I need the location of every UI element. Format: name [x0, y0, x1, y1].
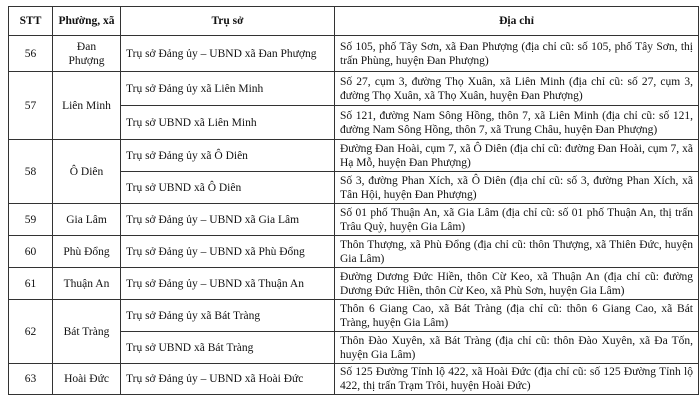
stt-cell: 61 — [9, 268, 53, 300]
office-cell: Trụ sở UBND xã Bát Tràng — [121, 332, 335, 364]
stt-cell: 56 — [9, 36, 53, 72]
table-row — [9, 300, 699, 332]
office-cell: Trụ sở Đảng ủy xã Liên Minh — [121, 72, 335, 106]
office-cell: Trụ sở UBND xã Liên Minh — [121, 106, 335, 140]
address-cell: Đường Đan Hoài, cụm 7, xã Ô Diên (địa chỉ cũ: đường Đan Hoài, cụm 7, xã Hạ Mỗ, huyện Đan Phượng) — [335, 140, 699, 172]
ward-cell: Phù Đổng — [53, 236, 121, 268]
office-cell: Trụ sở UBND xã Ô Diên — [121, 172, 335, 204]
address-cell: Số 3, đường Phan Xích, xã Ô Diên (địa chỉ cũ: số 3, đường Phan Xích, xã Tân Hội, huyện Đan Phượng) — [335, 172, 699, 204]
address-cell: Thôn Thượng, xã Phù Đổng (địa chỉ cũ: thôn Thượng, xã Thiên Đức, huyện Gia Lâm) — [335, 236, 699, 268]
office-cell: Trụ sở Đảng ủy – UBND xã Đan Phượng — [121, 36, 335, 72]
office-cell: Trụ sở Đảng ủy – UBND xã Hoài Đức — [121, 364, 335, 395]
office-cell: Trụ sở Đảng ủy – UBND xã Thuận An — [121, 268, 335, 300]
ward-cell: Liên Minh — [53, 72, 121, 140]
header-office: Trụ sở — [121, 7, 335, 36]
table-row — [9, 364, 699, 395]
stt-cell: 57 — [9, 72, 53, 140]
stt-cell: 62 — [9, 300, 53, 364]
ward-cell: Bát Tràng — [53, 300, 121, 364]
address-cell: Số 121, đường Nam Sông Hồng, thôn 7, xã Liên Minh (địa chỉ cũ: số 121, đường Nam Sông Hồng, thôn 7, xã Trung Châu, huyện Đan Phượng) — [335, 106, 699, 140]
address-cell: Số 105, phố Tây Sơn, xã Đan Phượng (địa chỉ cũ: số 105, phố Tây Sơn, thị trấn Phùng, huyện Đan Phượng) — [335, 36, 699, 72]
ward-cell: Hoài Đức — [53, 364, 121, 395]
table-row — [9, 36, 699, 72]
header-row — [9, 7, 699, 36]
ward-cell: Đan Phượng — [53, 36, 121, 72]
table-row — [9, 236, 699, 268]
office-cell: Trụ sở Đảng ủy xã Ô Diên — [121, 140, 335, 172]
table-row — [9, 204, 699, 236]
office-address-table — [8, 6, 699, 395]
office-cell: Trụ sở Đảng ủy xã Bát Tràng — [121, 300, 335, 332]
stt-cell: 59 — [9, 204, 53, 236]
office-cell: Trụ sở Đảng ủy – UBND xã Gia Lâm — [121, 204, 335, 236]
stt-cell: 60 — [9, 236, 53, 268]
address-cell: Số 125 Đường Tỉnh lộ 422, xã Hoài Đức (địa chỉ cũ: số 125 Đường Tỉnh lộ 422, thị trấn Trạm Trôi, huyện Hoài Đức) — [335, 364, 699, 395]
header-address: Địa chỉ — [335, 7, 699, 36]
header-ward: Phường, xã — [53, 7, 121, 36]
address-cell: Đường Dương Đức Hiền, thôn Cừ Keo, xã Thuận An (địa chỉ cũ: đường Dương Đức Hiền, thôn Cừ Keo, xã Phù Sơn, huyện Gia Lâm) — [335, 268, 699, 300]
table-row — [9, 140, 699, 172]
address-cell: Số 27, cụm 3, đường Thọ Xuân, xã Liên Minh (địa chỉ cũ: số 27, cụm 3, đường Thọ Xuân, xã Thọ Xuân, huyện Đan Phượng) — [335, 72, 699, 106]
ward-cell: Thuận An — [53, 268, 121, 300]
stt-cell: 58 — [9, 140, 53, 204]
address-cell: Thôn 6 Giang Cao, xã Bát Tràng (địa chỉ cũ: thôn 6 Giang Cao, xã Bát Tràng, huyện Gia Lâm) — [335, 300, 699, 332]
header-stt: STT — [9, 7, 53, 36]
table-row — [9, 72, 699, 106]
address-cell: Số 01 phố Thuận An, xã Gia Lâm (địa chỉ cũ: số 01 phố Thuận An, thị trấn Trâu Quỳ, huyện Gia Lâm) — [335, 204, 699, 236]
stt-cell: 63 — [9, 364, 53, 395]
address-cell: Thôn Đào Xuyên, xã Bát Tràng (địa chỉ cũ: thôn Đào Xuyên, xã Đa Tốn, huyện Gia Lâm) — [335, 332, 699, 364]
ward-cell: Ô Diên — [53, 140, 121, 204]
office-cell: Trụ sở Đảng ủy – UBND xã Phù Đổng — [121, 236, 335, 268]
table-row — [9, 268, 699, 300]
ward-cell: Gia Lâm — [53, 204, 121, 236]
